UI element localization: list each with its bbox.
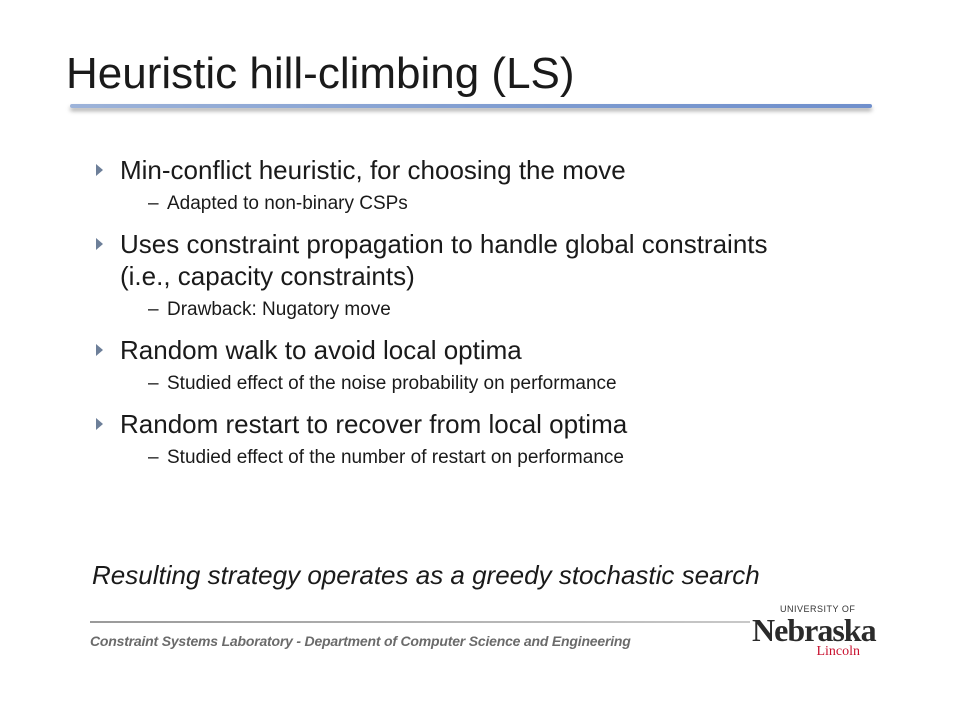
bullet-item <box>92 334 932 396</box>
sub-bullet-text: Drawback: Nugatory move <box>167 299 391 320</box>
sub-bullet-text: Studied effect of the noise probability on performance <box>167 373 617 394</box>
sub-bullet <box>120 298 932 322</box>
logo-sub-text: Lincoln <box>816 644 860 659</box>
bullet-arrow-icon <box>96 418 103 430</box>
university-logo <box>752 604 876 660</box>
sub-bullet <box>120 446 932 470</box>
bullet-arrow-icon <box>96 238 103 250</box>
title-underline <box>70 104 872 108</box>
bullet-arrow-icon <box>96 344 103 356</box>
footer-text: Constraint Systems Laboratory - Department of Computer Science and Engineering <box>90 633 631 649</box>
bullet-text: Random walk to avoid local optima <box>120 335 522 365</box>
logo-top-text: UNIVERSITY OF <box>780 604 856 614</box>
sub-bullet <box>120 192 932 216</box>
bullet-text: Min-conflict heuristic, for choosing the move <box>120 155 626 185</box>
logo-main-text: Nebraska <box>752 612 876 648</box>
bullet-arrow-icon <box>96 164 103 176</box>
sub-bullet-text: Adapted to non-binary CSPs <box>167 193 408 214</box>
footer-divider <box>90 621 750 623</box>
bullet-item <box>92 154 932 216</box>
conclusion-text: Resulting strategy operates as a greedy stochastic search <box>92 560 760 590</box>
sub-bullet <box>120 372 932 396</box>
sub-bullet-text: Studied effect of the number of restart on performance <box>167 447 624 468</box>
dash-marker: – <box>148 373 159 394</box>
bullet-text: Uses constraint propagation to handle global constraints (i.e., capacity constraints) <box>120 229 768 291</box>
bullet-list <box>92 154 932 482</box>
dash-marker: – <box>148 447 159 468</box>
bullet-item <box>92 408 932 470</box>
dash-marker: – <box>148 299 159 320</box>
dash-marker: – <box>148 193 159 214</box>
slide-title: Heuristic hill-climbing (LS) <box>66 49 575 98</box>
bullet-item <box>92 228 932 322</box>
bullet-text: Random restart to recover from local optima <box>120 409 628 439</box>
